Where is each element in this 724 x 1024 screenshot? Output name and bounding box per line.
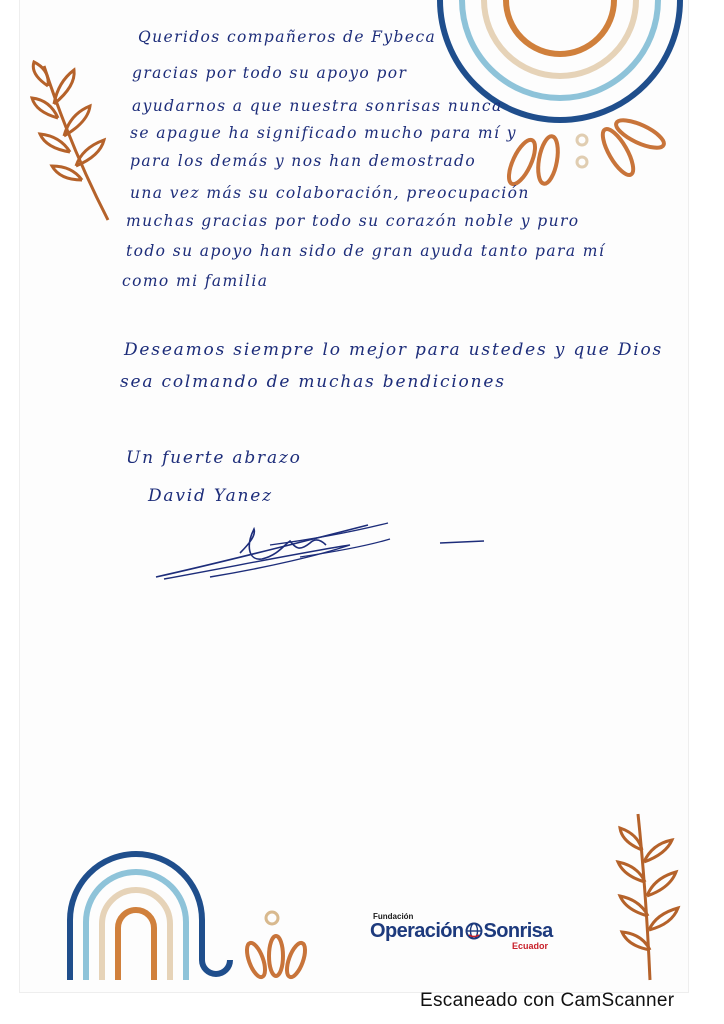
handwritten-signature bbox=[150, 515, 490, 590]
logo-name bbox=[370, 920, 553, 943]
letter-line-1: Queridos compañeros de Fybeca bbox=[138, 28, 437, 46]
letter-line-7: muchas gracias por todo su corazón noble y puro bbox=[126, 212, 580, 230]
logo-prefix: Fundación bbox=[373, 912, 414, 921]
letter-line-8: todo su apoyo han sido de gran ayuda tanto para mí bbox=[126, 242, 606, 260]
letter-line-3: ayudarnos a que nuestra sonrisas nunca bbox=[132, 97, 503, 115]
sender-name: David Yanez bbox=[148, 486, 273, 506]
letter-line-6: una vez más su colaboración, preocupación bbox=[130, 184, 530, 202]
letter-line-9: como mi familia bbox=[122, 272, 269, 290]
letter-line-5: para los demás y nos han demostrado bbox=[130, 152, 477, 170]
letter-line-10: Deseamos siempre lo mejor para ustedes y que Dios bbox=[124, 340, 664, 360]
operacion-sonrisa-logo bbox=[370, 912, 570, 956]
scanned-letter-page bbox=[20, 0, 688, 992]
letter-line-2: gracias por todo su apoyo por bbox=[132, 64, 408, 82]
letter-line-11: sea colmando de muchas bendiciones bbox=[120, 372, 506, 392]
logo-name-part1: Operación bbox=[370, 920, 464, 942]
globe-icon bbox=[465, 922, 483, 940]
camscanner-watermark: Escaneado con CamScanner bbox=[420, 990, 675, 1011]
rainbow-arcs-bottom-left bbox=[56, 840, 256, 980]
leaf-cluster-bottom-left bbox=[242, 910, 312, 982]
logo-name-part2: Sonrisa bbox=[483, 920, 553, 942]
letter-line-4: se apague ha significado mucho para mí y bbox=[130, 124, 517, 142]
logo-country: Ecuador bbox=[512, 941, 549, 951]
branch-bottom-right bbox=[610, 810, 688, 982]
branch-top-left bbox=[30, 56, 120, 226]
closing-line: Un fuerte abrazo bbox=[126, 448, 302, 468]
